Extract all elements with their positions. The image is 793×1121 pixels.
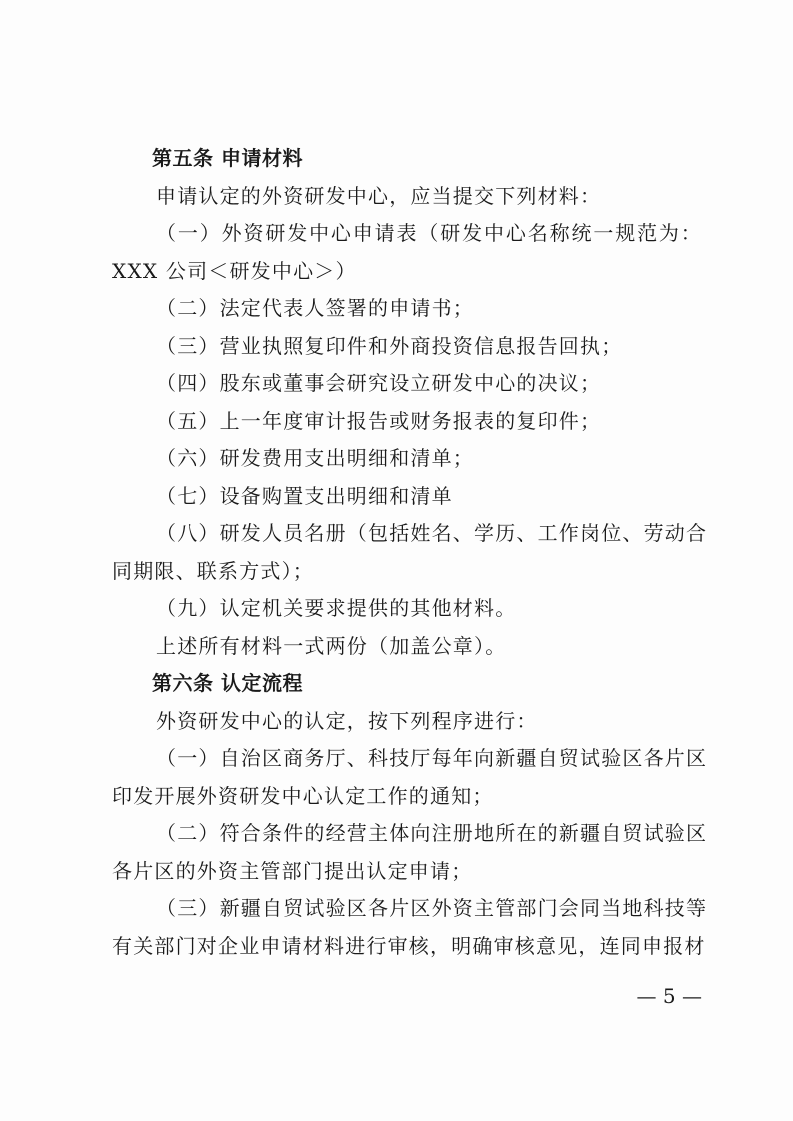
article-5-item-5: （五）上一年度审计报告或财务报表的复印件；: [156, 408, 602, 433]
article-6-item-1-continued: 印发开展外资研发中心认定工作的通知；: [112, 783, 494, 808]
article-5-item-8: （八）研发人员名册（包括姓名、学历、工作岗位、劳动合: [156, 521, 708, 545]
article-6-intro: 外资研发中心的认定，按下列程序进行：: [156, 708, 538, 733]
document-body: [112, 140, 708, 965]
article-6-item-3-continued: 有关部门对企业申请材料进行审核，明确审核意见，连同申报材: [112, 933, 706, 958]
article-5-closing: 上述所有材料一式两份（加盖公章）。: [156, 633, 507, 658]
article-6-heading: 第六条 认定流程: [152, 671, 303, 695]
article-5-item-8-continued: 同期限、联系方式）；: [112, 558, 314, 583]
article-5-item-6: （六）研发费用支出明细和清单；: [156, 446, 474, 470]
page-number: — 5 —: [636, 984, 702, 1008]
article-5-item-9: （九）认定机关要求提供的其他材料。: [156, 596, 517, 620]
article-6-item-2: （二）符合条件的经营主体向注册地所在的新疆自贸试验区: [156, 821, 708, 845]
article-5-intro: 申请认定的外资研发中心，应当提交下列材料：: [156, 183, 602, 208]
article-6-item-1: （一）自治区商务厅、科技厅每年向新疆自贸试验区各片区: [156, 746, 708, 770]
article-5-item-2: （二）法定代表人签署的申请书；: [156, 296, 474, 320]
article-5-item-3: （三）营业执照复印件和外商投资信息报告回执；: [156, 333, 623, 358]
article-5-item-1-continued: XXX 公司＜研发中心＞）: [112, 258, 357, 283]
article-5-heading: 第五条 申请材料: [152, 146, 303, 170]
article-5-item-4: （四）股东或董事会研究设立研发中心的决议；: [156, 371, 602, 395]
article-6-item-2-continued: 各片区的外资主管部门提出认定申请；: [112, 858, 473, 883]
article-5-item-1: （一）外资研发中心申请表（研发中心名称统一规范为：: [156, 221, 702, 245]
article-6-item-3: （三）新疆自贸试验区各片区外资主管部门会同当地科技等: [156, 896, 708, 920]
article-5-item-7: （七）设备购置支出明细和清单: [156, 483, 453, 508]
